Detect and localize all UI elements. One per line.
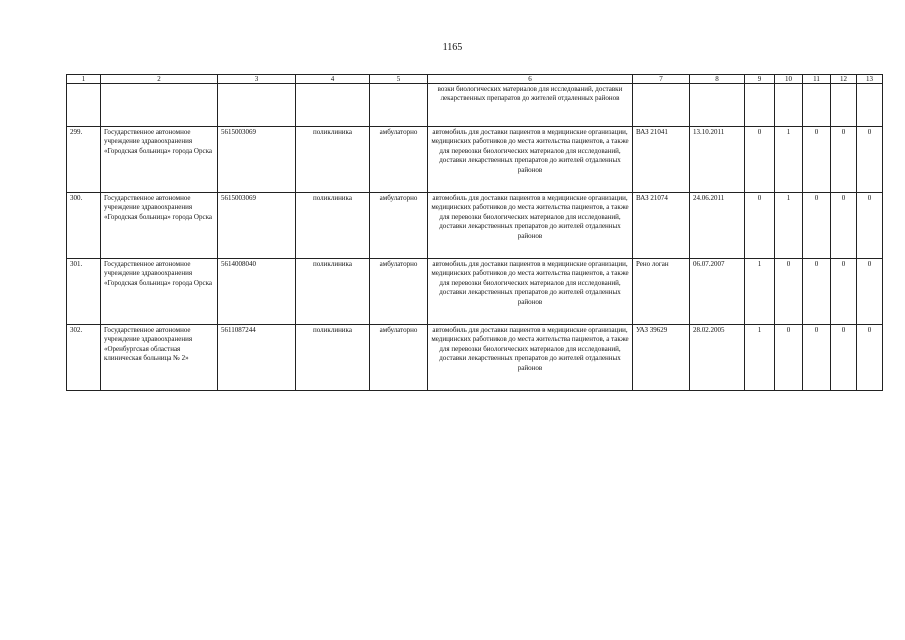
column-header: 5 xyxy=(370,75,428,84)
table-row xyxy=(67,325,883,391)
count-cell: 0 xyxy=(803,259,831,325)
continued-description: возки биологических материалов для исследований, доставки лекарственных препаратов до жителей отдаленных районов xyxy=(428,84,633,127)
table-row xyxy=(67,259,883,325)
column-header: 3 xyxy=(218,75,296,84)
unit-cell: поликлиника xyxy=(296,325,370,391)
care-mode-cell: амбулаторно xyxy=(370,127,428,193)
date-cell: 06.07.2007 xyxy=(690,259,745,325)
purpose-cell: автомобиль для доставки пациентов в медицинские организации, медицинских работников до места жительства пациентов, а также для перевозки биологических материалов для исследований, доставки лекарственных препаратов до жителей отдаленных районов xyxy=(428,259,633,325)
vehicle-model-cell: ВАЗ 21041 xyxy=(633,127,690,193)
purpose-cell: автомобиль для доставки пациентов в медицинские организации, медицинских работников до места жительства пациентов, а также для перевозки биологических материалов для исследований, доставки лекарственных препаратов до жителей отдаленных районов xyxy=(428,325,633,391)
unit-cell: поликлиника xyxy=(296,127,370,193)
purpose-cell: автомобиль для доставки пациентов в медицинские организации, медицинских работников до места жительства пациентов, а также для перевозки биологических материалов для исследований, доставки лекарственных препаратов до жителей отдаленных районов xyxy=(428,193,633,259)
table-row xyxy=(67,193,883,259)
count-cell: 0 xyxy=(857,193,883,259)
inn-cell: 5615003069 xyxy=(218,193,296,259)
table-row xyxy=(67,127,883,193)
count-cell: 0 xyxy=(745,127,775,193)
care-mode-cell: амбулаторно xyxy=(370,325,428,391)
count-cell: 0 xyxy=(857,325,883,391)
organization-name: Государственное автономное учреждение здравоохранения «Городская больница» города Орска xyxy=(101,193,218,259)
vehicle-model-cell: ВАЗ 21074 xyxy=(633,193,690,259)
unit-cell: поликлиника xyxy=(296,259,370,325)
column-number-row xyxy=(67,75,883,84)
vehicle-model-cell: Рено логан xyxy=(633,259,690,325)
page-number: 1165 xyxy=(442,42,463,53)
count-cell: 1 xyxy=(775,127,803,193)
count-cell: 0 xyxy=(857,127,883,193)
count-cell: 0 xyxy=(857,259,883,325)
date-cell: 24.06.2011 xyxy=(690,193,745,259)
count-cell: 1 xyxy=(775,193,803,259)
inn-cell: 5611087244 xyxy=(218,325,296,391)
column-header: 4 xyxy=(296,75,370,84)
column-header: 8 xyxy=(690,75,745,84)
count-cell: 0 xyxy=(775,325,803,391)
column-header: 10 xyxy=(775,75,803,84)
date-cell: 13.10.2011 xyxy=(690,127,745,193)
row-number: 299. xyxy=(67,127,101,193)
care-mode-cell: амбулаторно xyxy=(370,193,428,259)
column-header: 13 xyxy=(857,75,883,84)
vehicle-model-cell: УАЗ 39629 xyxy=(633,325,690,391)
care-mode-cell: амбулаторно xyxy=(370,259,428,325)
count-cell: 0 xyxy=(831,127,857,193)
organization-name: Государственное автономное учреждение здравоохранения «Городская больница» города Орска xyxy=(101,259,218,325)
count-cell: 0 xyxy=(745,193,775,259)
row-number: 301. xyxy=(67,259,101,325)
continuation-row xyxy=(67,84,883,127)
count-cell: 0 xyxy=(803,127,831,193)
column-header: 11 xyxy=(803,75,831,84)
column-header: 7 xyxy=(633,75,690,84)
vehicle-registry-table xyxy=(66,74,883,391)
organization-name: Государственное автономное учреждение здравоохранения «Городская больница» города Орска xyxy=(101,127,218,193)
inn-cell: 5615003069 xyxy=(218,127,296,193)
unit-cell: поликлиника xyxy=(296,193,370,259)
row-number: 300. xyxy=(67,193,101,259)
count-cell: 1 xyxy=(745,325,775,391)
column-header: 6 xyxy=(428,75,633,84)
count-cell: 0 xyxy=(803,193,831,259)
purpose-cell: автомобиль для доставки пациентов в медицинские организации, медицинских работников до места жительства пациентов, а также для перевозки биологических материалов для исследований, доставки лекарственных препаратов до жителей отдаленных районов xyxy=(428,127,633,193)
inn-cell: 5614008040 xyxy=(218,259,296,325)
column-header: 9 xyxy=(745,75,775,84)
count-cell: 0 xyxy=(831,193,857,259)
count-cell: 0 xyxy=(775,259,803,325)
column-header: 2 xyxy=(101,75,218,84)
count-cell: 1 xyxy=(745,259,775,325)
column-header: 12 xyxy=(831,75,857,84)
count-cell: 0 xyxy=(831,325,857,391)
column-header: 1 xyxy=(67,75,101,84)
count-cell: 0 xyxy=(803,325,831,391)
row-number: 302. xyxy=(67,325,101,391)
date-cell: 28.02.2005 xyxy=(690,325,745,391)
organization-name: Государственное автономное учреждение здравоохранения «Оренбургская областная клиническая больница № 2» xyxy=(101,325,218,391)
count-cell: 0 xyxy=(831,259,857,325)
